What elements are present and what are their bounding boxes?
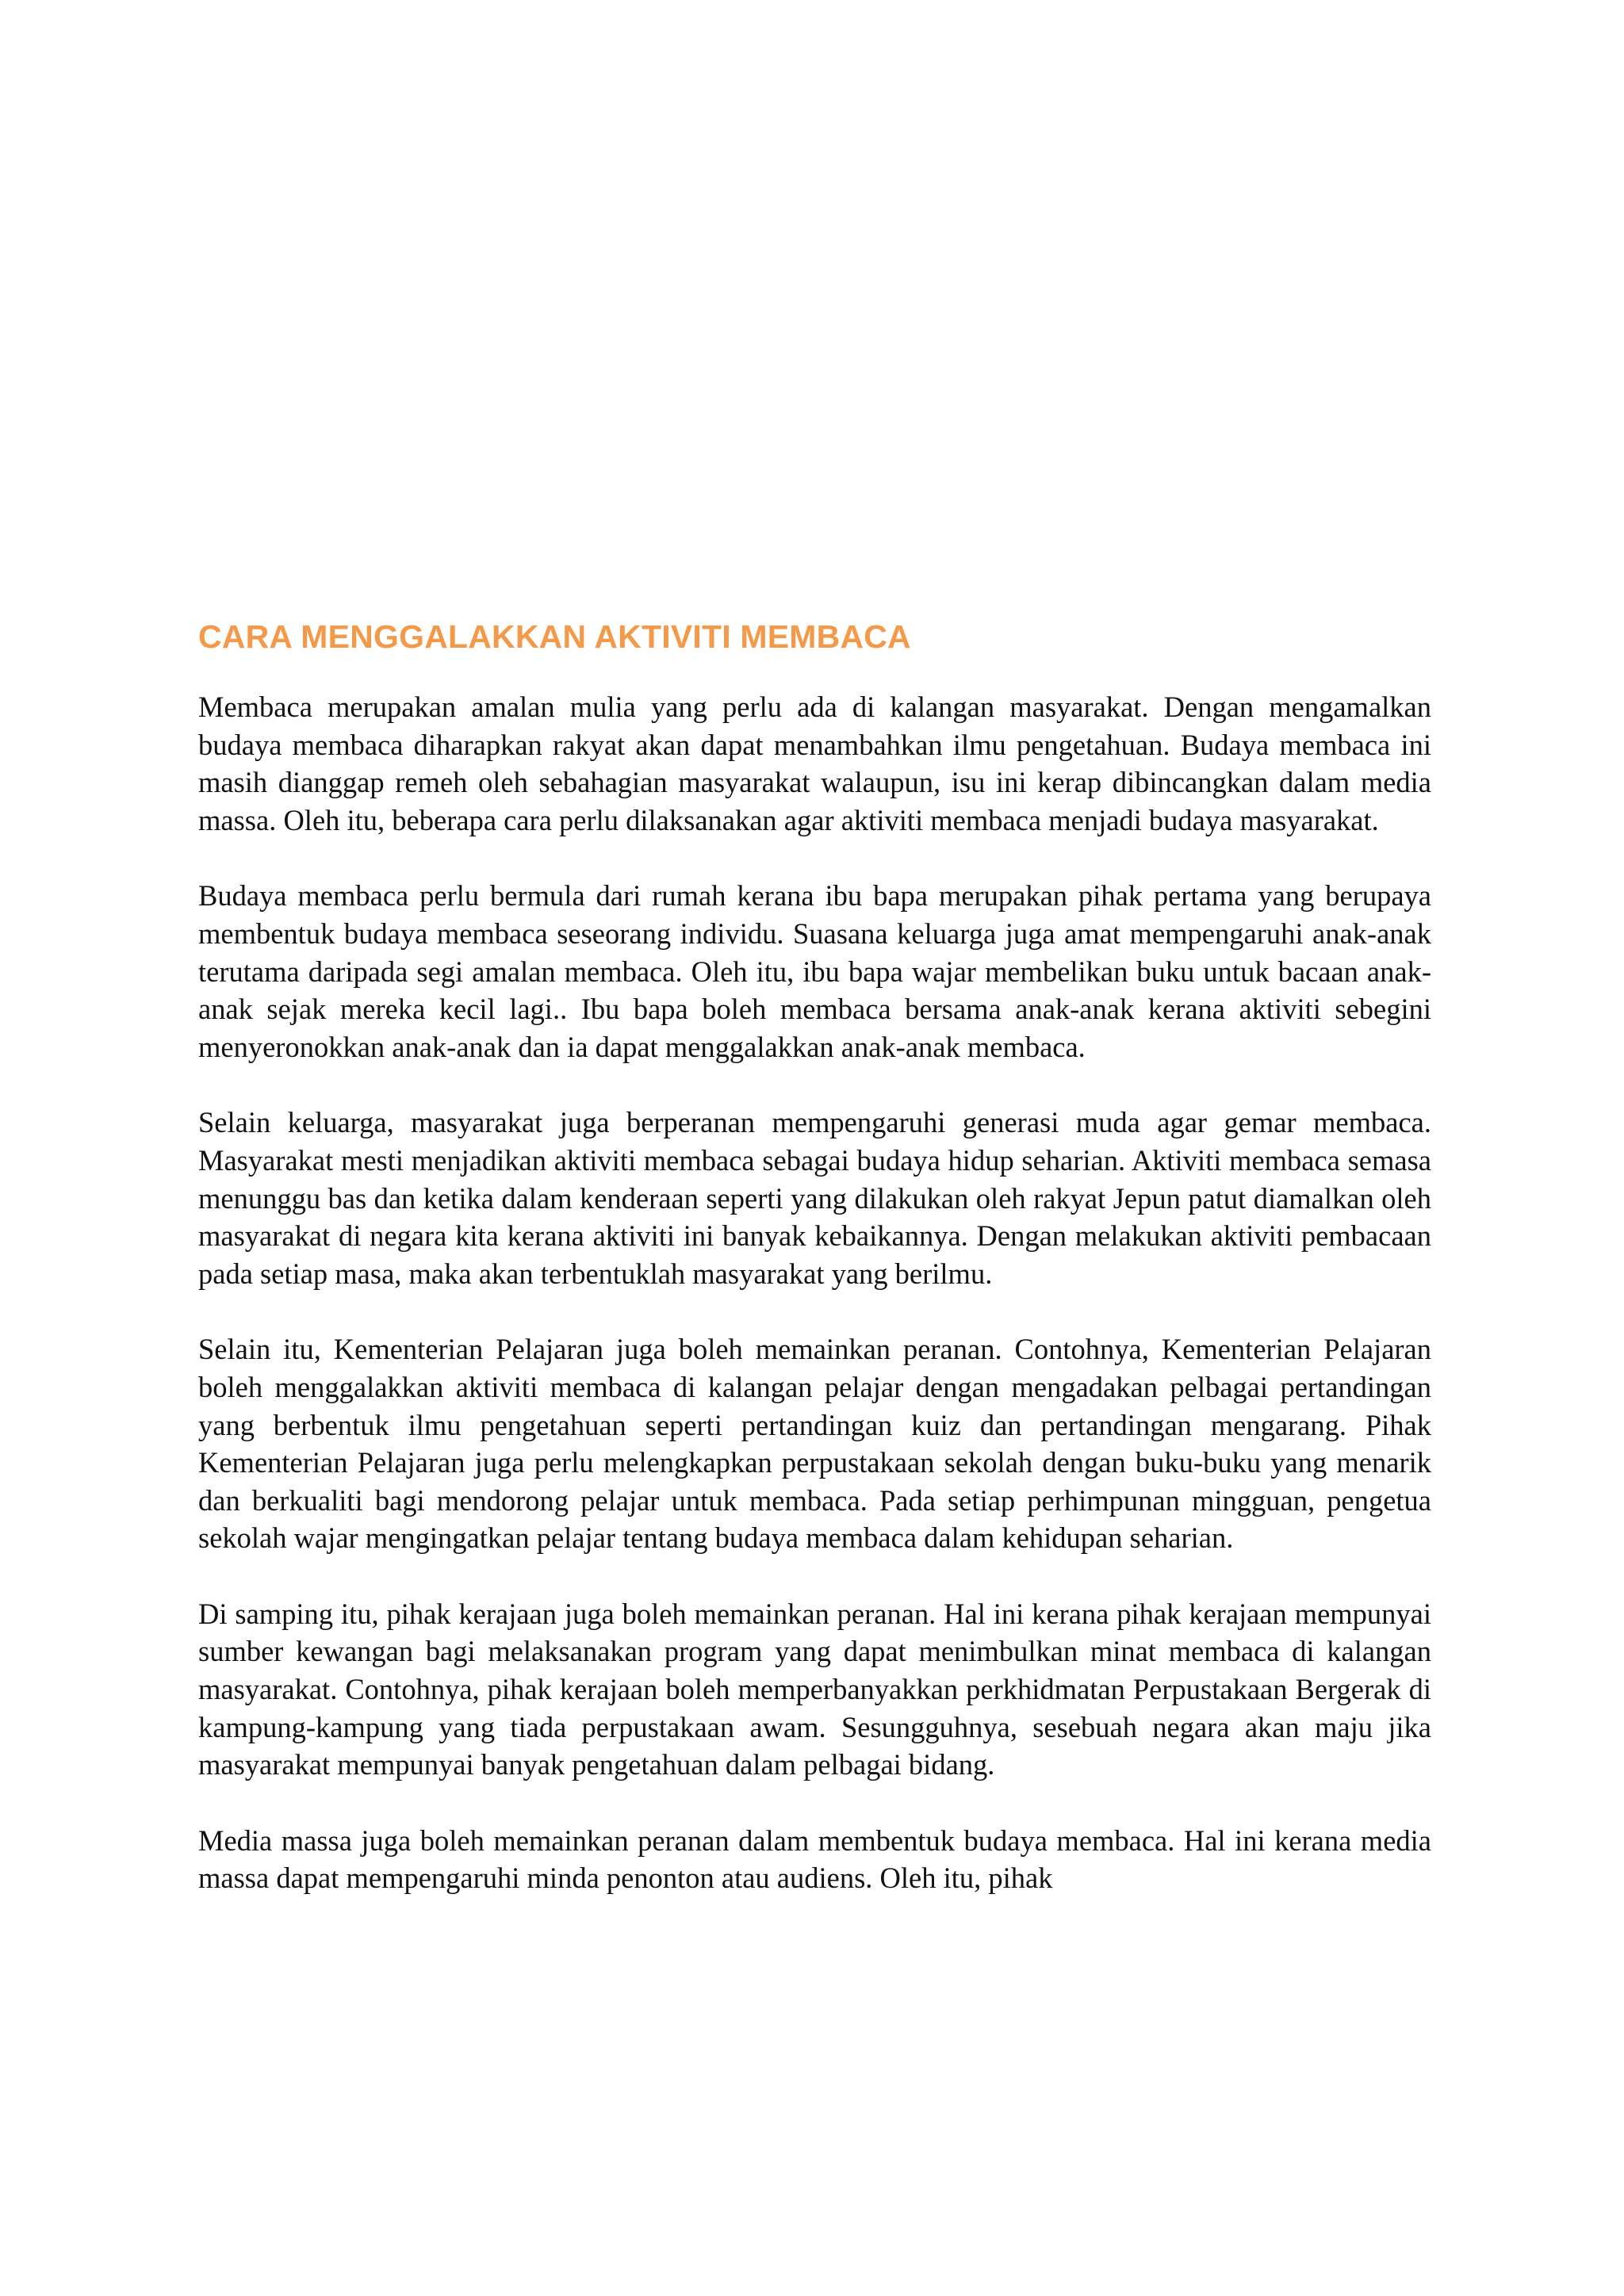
paragraph-family: Budaya membaca perlu bermula dari rumah kerana ibu bapa merupakan pihak pertama yang berupaya membentuk budaya membaca seseorang individu. Suasana keluarga juga amat mempengaruhi anak-anak terutama daripada segi amalan membaca. Oleh itu, ibu bapa wajar membelikan buku untuk bacaan anak-anak sejak mereka kecil lagi.. Ibu bapa boleh membaca bersama anak-anak kerana aktiviti sebegini menyeronokkan anak-anak dan ia dapat menggalakkan anak-anak membaca. — [198, 879, 1431, 1063]
paragraph-government: Di samping itu, pihak kerajaan juga boleh memainkan peranan. Hal ini kerana pihak kerajaan mempunyai sumber kewangan bagi melaksanakan program yang dapat menimbulkan minat membaca di kalangan masyarakat. Contohnya, pihak kerajaan boleh memperbanyakkan perkhidmatan Perpustakaan Bergerak di kampung-kampung yang tiada perpustakaan awam. Sesungguhnya, sesebuah negara akan maju jika masyarakat mempunyai banyak pengetahuan dalam pelbagai bidang. — [198, 1597, 1431, 1781]
document-title: CARA MENGGALAKKAN AKTIVITI MEMBACA — [198, 618, 911, 655]
paragraph-media: Media massa juga boleh memainkan peranan dalam membentuk budaya membaca. Hal ini kerana media massa dapat mempengaruhi minda penonton atau audiens. Oleh itu, pihak — [198, 1823, 1431, 1895]
paragraph-ministry: Selain itu, Kementerian Pelajaran juga boleh memainkan peranan. Contohnya, Kementerian Pelajaran boleh menggalakkan aktiviti membaca di kalangan pelajar dengan mengadakan pelbagai pertandingan yang berbentuk ilmu pengetahuan seperti pertandingan kuiz dan pertandingan mengarang. Pihak Kementerian Pelajaran juga perlu melengkapkan perpustakaan sekolah dengan buku-buku yang menarik dan berkualiti bagi mendorong pelajar untuk membaca. Pada setiap perhimpunan mingguan, pengetua sekolah wajar mengingatkan pelajar tentang budaya membaca dalam kehidupan seharian. — [198, 1333, 1431, 1555]
paragraph-society: Selain keluarga, masyarakat juga berperanan mempengaruhi generasi muda agar gemar membaca. Masyarakat mesti menjadikan aktiviti membaca sebagai budaya hidup seharian. Aktiviti membaca semasa menunggu bas dan ketika dalam kenderaan seperti yang dilakukan oleh rakyat Jepun patut diamalkan oleh masyarakat di negara kita kerana aktiviti ini banyak kebaikannya. Dengan melakukan aktiviti pembacaan pada setiap masa, maka akan terbentuklah masyarakat yang berilmu. — [198, 1106, 1431, 1290]
paragraph-intro: Membaca merupakan amalan mulia yang perlu ada di kalangan masyarakat. Dengan mengamalkan budaya membaca diharapkan rakyat akan dapat menambahkan ilmu pengetahuan. Budaya membaca ini masih dianggap remeh oleh sebahagian masyarakat walaupun, isu ini kerap dibincangkan dalam media massa. Oleh itu, beberapa cara perlu dilaksanakan agar aktiviti membaca menjadi budaya masyarakat. — [198, 691, 1431, 836]
document-body — [198, 614, 1431, 1935]
